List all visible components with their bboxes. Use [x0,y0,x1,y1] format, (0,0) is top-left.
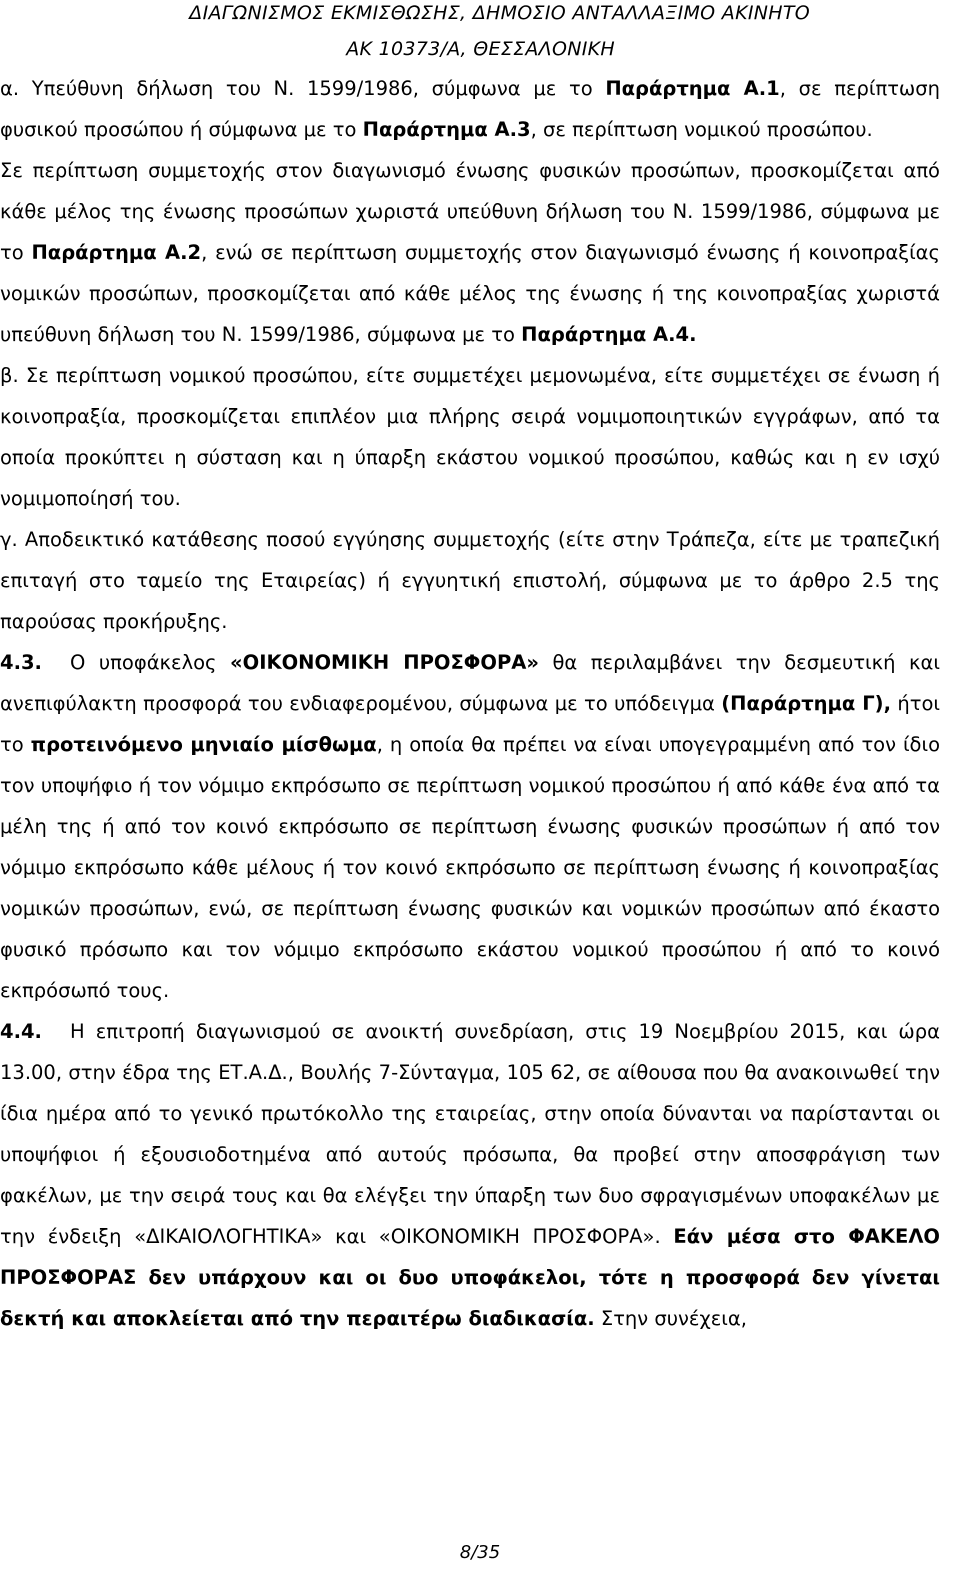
text-span: Στην συνέχεια, [594,1307,747,1330]
bold-reference: (Παράρτημα Γ), [721,692,891,715]
text-span: ήτοι το [0,692,940,756]
section-4-4 [0,1011,940,1339]
text-span: , σε περίπτωση νομικού προσώπου. [530,118,873,141]
section-number: 4.3. [0,651,42,674]
text-span: Η επιτροπή διαγωνισμού σε ανοικτή συνεδρίαση, στις 19 Νοεμβρίου 2015, και ώρα 13.00, στην έδρα της ΕΤ.Α.Δ., Βουλής 7-Σύνταγμα, 105 62, σε αίθουσα που θα ανακοινωθεί την ίδια ημέρα από το γενικό πρωτόκολλο της εταιρείας, στην οποία δύνανται να παρίστανται οι υποψήφιοι ή εξουσιοδοτημένα από αυτούς πρόσωπα, θα προβεί στην αποσφράγιση των φακέλων, με την σειρά τους και θα ελέγξει την ύπαρξη των δυο σφραγισμένων υποφακέλων με την ένδειξη «ΔΙΚΑΙΟΛΟΓΗΤΙΚΑ» και «ΟΙΚΟΝΟΜΙΚΗ ΠΡΟΣΦΟΡΑ». [0,1020,940,1248]
paragraph-a [0,68,940,150]
paragraph-b: β. Σε περίπτωση νομικού προσώπου, είτε συμμετέχει μεμονωμένα, είτε συμμετέχει σε ένωση ή κοινοπραξία, προσκομίζεται επιπλέον μια πλήρης σειρά νομιμοποιητικών εγγράφων, από τα οποία προκύπτει η σύσταση και η ύπαρξη εκάστου νομικού προσώπου, καθώς και η εν ισχύ νομιμοποίησή του. [0,364,940,510]
header-subtitle: ΑΚ 10373/Α, ΘΕΣΣΑΛΟΝΙΚΗ [346,38,615,60]
text-span: θα περιλαμβάνει την δεσμευτική και ανεπιφύλακτη προσφορά του ενδιαφερομένου, σύμφωνα με το υπόδειγμα [0,651,940,715]
section-4-3 [0,642,940,1011]
header-title: ΔΙΑΓΩΝΙΣΜΟΣ ΕΚΜΙΣΘΩΣΗΣ, ΔΗΜΟΣΙΟ ΑΝΤΑΛΛΑΞΙΜΟ ΑΚΙΝΗΤΟ [189,2,810,24]
bold-reference: Παράρτημα Α.1 [605,77,780,100]
bold-reference: Παράρτημα Α.3 [362,118,531,141]
text-span: Ο υποφάκελος [70,651,231,674]
text-span: , σε περίπτωση φυσικού προσώπου ή σύμφωνα με το [0,77,940,141]
bold-reference: Παράρτημα Α.4. [521,323,697,346]
paragraph-c: γ. Αποδεικτικό κατάθεσης ποσού εγγύησης συμμετοχής (είτε στην Τράπεζα, είτε με τραπεζική επιταγή στο ταμείο της Εταιρείας) ή εγγυητική επιστολή, σύμφωνα με το άρθρο 2.5 της παρούσας προκήρυξης. [0,528,940,633]
section-number: 4.4. [0,1020,42,1043]
bold-term: «ΟΙΚΟΝΟΜΙΚΗ ΠΡΟΣΦΟΡΑ» [230,651,539,674]
paragraph-union [0,150,940,355]
bold-term: προτεινόμενο μηνιαίο μίσθωμα [30,733,377,756]
page-number: 8/35 [459,1542,501,1563]
bold-statement: Εάν μέσα στο ΦΑΚΕΛΟ ΠΡΟΣΦΟΡΑΣ δεν υπάρχουν και οι δυο υποφάκελοι, τότε η προσφορά δεν γίνεται δεκτή και αποκλείεται από την περαιτέρω διαδικασία. [0,1225,940,1330]
bold-reference: Παράρτημα Α.2 [31,241,202,264]
text-span: Σε περίπτωση συμμετοχής στον διαγωνισμό ένωσης φυσικών προσώπων, προσκομίζεται από κάθε μέλος της ένωσης προσώπων χωριστά υπεύθυνη δήλωση του Ν. 1599/1986, σύμφωνα με το [0,159,940,264]
text-span: , η οποία θα πρέπει να είναι υπογεγραμμένη από τον ίδιο τον υποψήφιο ή τον νόμιμο εκπρόσωπο σε περίπτωση νομικού προσώπου ή από κάθε ένα από τα μέλη της ή από τον κοινό εκπρόσωπο σε περίπτωση ένωσης φυσικών προσώπων ή από τον νόμιμο εκπρόσωπο κάθε μέλους ή τον κοινό εκπρόσωπο σε περίπτωση ένωσης ή κοινοπραξίας νομικών προσώπων, ενώ, σε περίπτωση ένωσης φυσικών και νομικών προσώπων από έκαστο φυσικό πρόσωπο και τον νόμιμο εκπρόσωπο εκάστου νομικού προσώπου ή από το κοινό εκπρόσωπό τους. [0,733,941,1002]
text-span: , ενώ σε περίπτωση συμμετοχής στον διαγωνισμό ένωσης ή κοινοπραξίας νομικών προσώπων, προσκομίζεται από κάθε μέλος της ένωσης ή της κοινοπραξίας χωριστά υπεύθυνη δήλωση του Ν. 1599/1986, σύμφωνα με το [0,241,940,346]
document-body [0,68,940,1339]
text-span: α. Υπεύθυνη δήλωση του Ν. 1599/1986, σύμφωνα με το [0,77,606,100]
